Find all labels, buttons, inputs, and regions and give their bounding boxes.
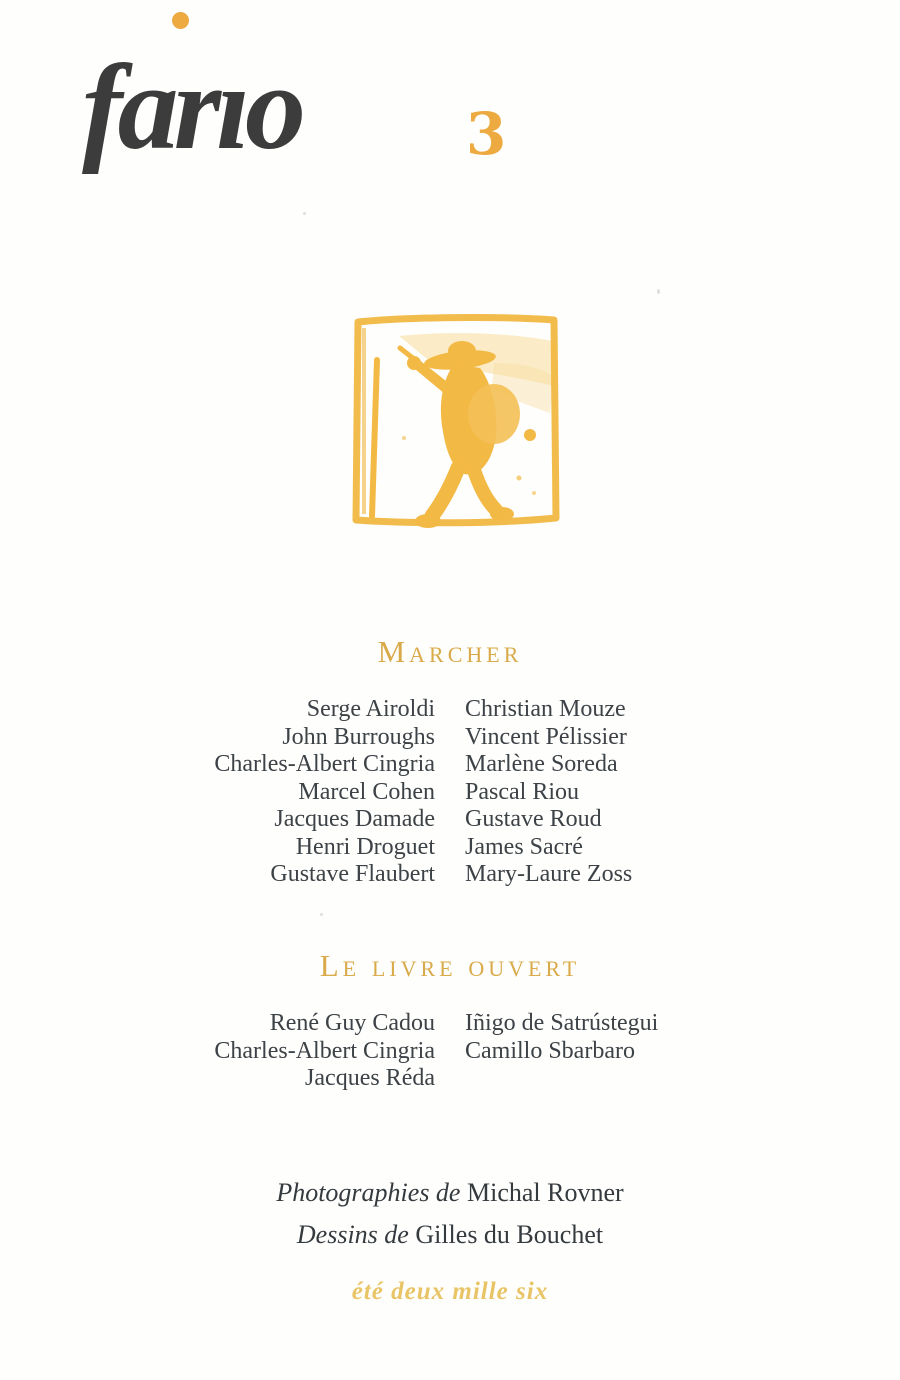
contributor-name: Pascal Riou	[465, 778, 579, 805]
credit-name: Michal Rovner	[466, 1178, 624, 1207]
contributor-list-marcher	[0, 696, 900, 889]
contributor-name: Henri Droguet	[295, 833, 435, 860]
issue-number: 3	[466, 100, 507, 168]
magazine-title: farıo	[82, 40, 301, 175]
contributor-name: Marlène Soreda	[465, 751, 618, 777]
title-i-dot-accent	[172, 12, 189, 29]
contributor-name: Gustave Roud	[465, 806, 602, 832]
contributor-list-le-livre-ouvert	[0, 1010, 900, 1093]
contributor-name: Charles-Albert Cingria	[214, 751, 435, 777]
contributor-name: Serge Airoldi	[306, 696, 435, 722]
section-heading-le-livre-ouvert: Le livre ouvert	[319, 948, 581, 983]
credits-block	[0, 1172, 900, 1256]
contributor-name: René Guy Cadou	[269, 1010, 435, 1036]
contributor-name: Jacques Damade	[274, 806, 435, 832]
credit-prefix: Dessins de	[296, 1220, 409, 1249]
contributor-name: Jacques Réda	[305, 1065, 435, 1091]
credit-name: Gilles du Bouchet	[415, 1220, 604, 1249]
contributor-column-left	[0, 696, 435, 889]
contributor-name: Marcel Cohen	[298, 778, 435, 805]
scan-speck	[320, 913, 323, 916]
contributor-column-right	[465, 1010, 900, 1093]
section-heading-marcher: Marcher	[377, 634, 523, 669]
contributor-name: Gustave Flaubert	[270, 861, 435, 887]
contributor-name: Vincent Pélissier	[465, 723, 627, 750]
contributor-column-right	[465, 696, 900, 889]
contributor-name: Charles-Albert Cingria	[214, 1037, 435, 1064]
contributor-name: Mary-Laure Zoss	[465, 861, 633, 887]
credit-prefix: Photographies de	[276, 1178, 461, 1207]
contributor-name: Camillo Sbarbaro	[465, 1037, 635, 1064]
scan-speck	[657, 289, 660, 294]
scan-speck	[303, 212, 306, 215]
contributor-name: Christian Mouze	[465, 696, 626, 722]
credit-line-photographs	[0, 1172, 900, 1214]
contributor-name: Iñigo de Satrústegui	[465, 1010, 659, 1036]
credit-line-drawings	[0, 1214, 900, 1256]
contributor-column-left	[0, 1010, 435, 1093]
walking-man-woodcut-illustration	[344, 308, 566, 536]
contributor-name: John Burroughs	[282, 723, 435, 750]
contributor-name: James Sacré	[465, 833, 583, 860]
issue-date: été deux mille six	[351, 1278, 549, 1305]
